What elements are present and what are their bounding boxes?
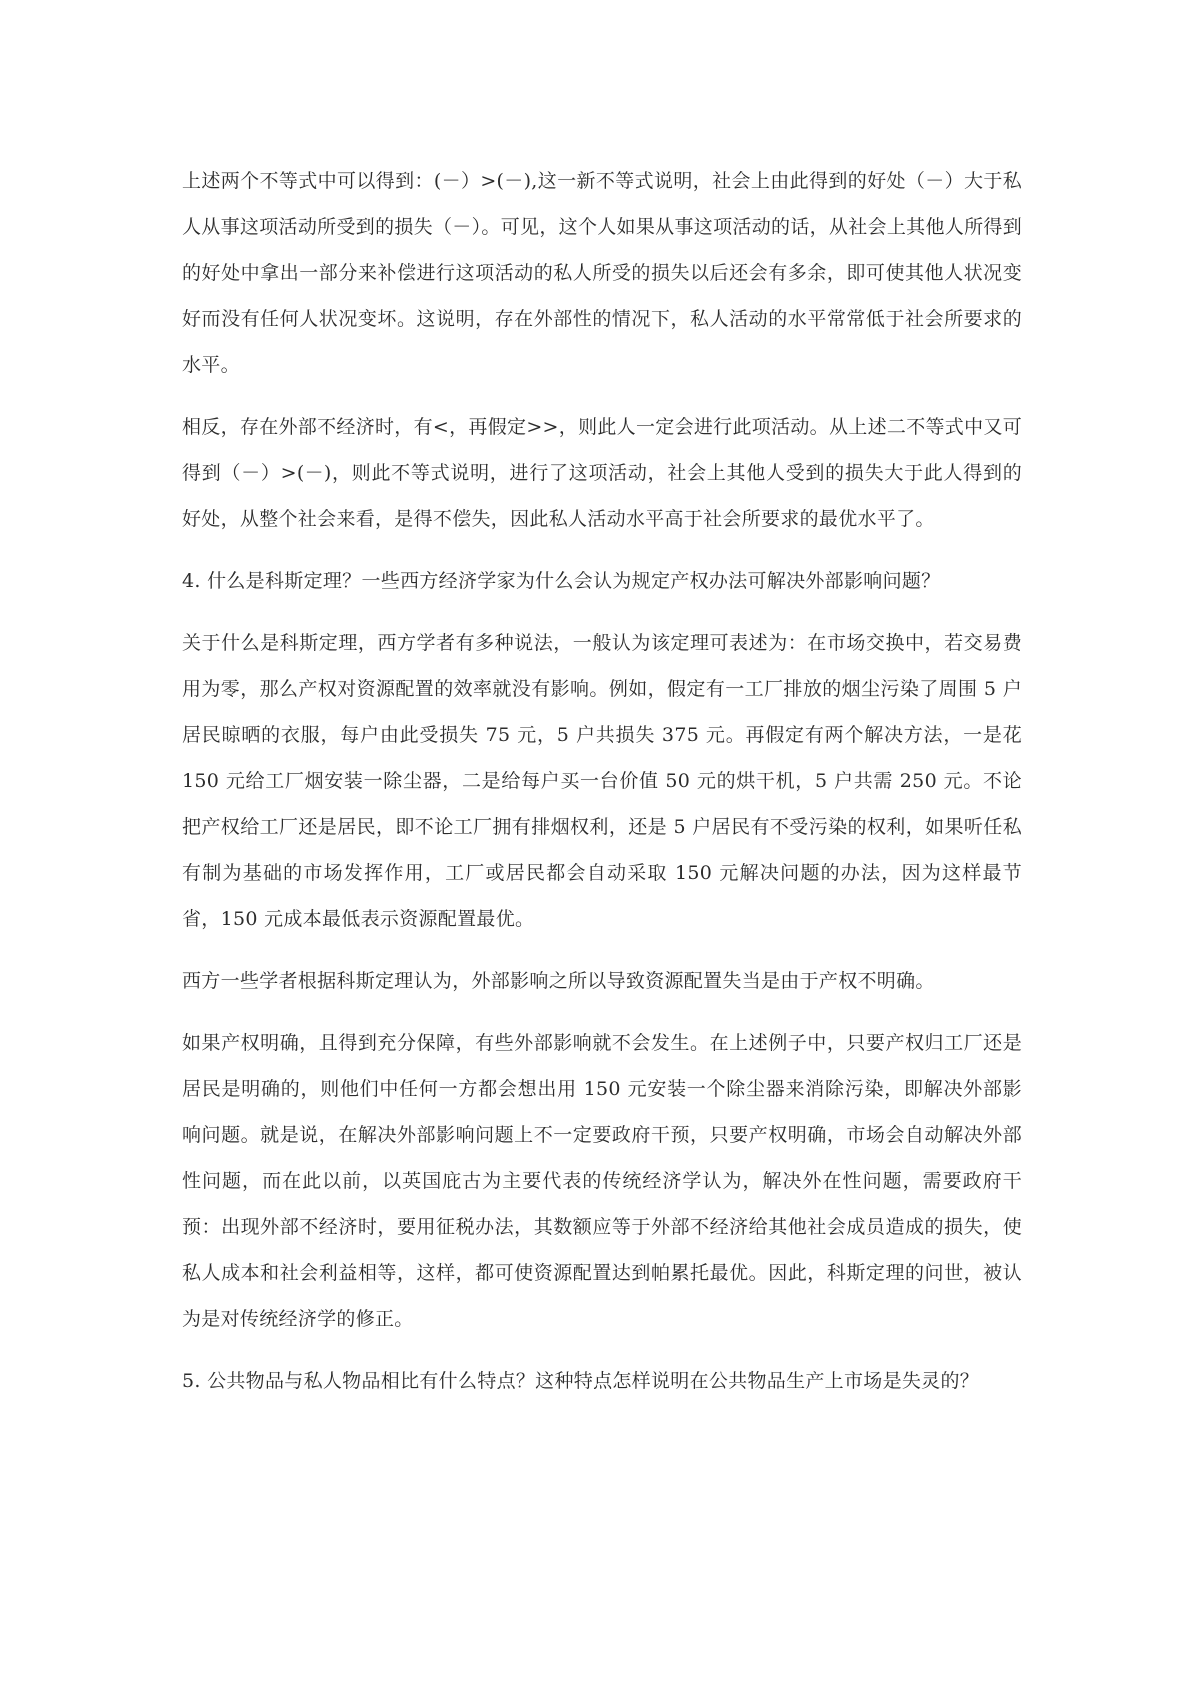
paragraph-property-rights-claim: 西方一些学者根据科斯定理认为，外部影响之所以导致资源配置失当是由于产权不明确。 <box>182 970 935 992</box>
paragraph-external-diseconomy: 相反，存在外部不经济时，有<，再假定>>，则此人一定会进行此项活动。从上述二不等式中又可得到（－）>(－)，则此不等式说明，进行了这项活动，社会上其他人受到的损失大于此人得到的好处，从整个社会来看，是得不偿失，因此私人活动水平高于社会所要求的最优水平了。 <box>182 416 1022 530</box>
paragraph-coase-theorem: 关于什么是科斯定理，西方学者有多种说法，一般认为该定理可表述为：在市场交换中，若交易费用为零，那么产权对资源配置的效率就没有影响。例如，假定有一工厂排放的烟尘污染了周围 5 户居民晾晒的衣服，每户由此受损失 75 元，5 户共损失 375 元。再假定有两个解决方法，一是花 150 元给工厂烟安装一除尘器，二是给每户买一台价值 50 元的烘干机，5 户共需 250 元。不论把产权给工厂还是居民，即不论工厂拥有排烟权利，还是 5 户居民有不受污染的权利，如果听任私有制为基础的市场发挥作用，工厂或居民都会自动采取 150 元解决问题的办法，因为这样最节省，150 元成本最低表示资源配置最优。 <box>182 632 1022 930</box>
question-5-heading: 5. 公共物品与私人物品相比有什么特点？这种特点怎样说明在公共物品生产上市场是失灵的？ <box>182 1370 980 1392</box>
document-body <box>182 158 1022 1420</box>
paragraph-externality-benefit: 上述两个不等式中可以得到：(－）>(－),这一新不等式说明，社会上由此得到的好处（－）大于私人从事这项活动所受到的损失（－）。可见，这个人如果从事这项活动的话，从社会上其他人所得到的好处中拿出一部分来补偿进行这项活动的私人所受的损失以后还会有多余，即可使其他人状况变好而没有任何人状况变坏。这说明，存在外部性的情况下，私人活动的水平常常低于社会所要求的水平。 <box>182 170 1022 376</box>
paragraph-property-rights-explanation: 如果产权明确，且得到充分保障，有些外部影响就不会发生。在上述例子中，只要产权归工厂还是居民是明确的，则他们中任何一方都会想出用 150 元安装一个除尘器来消除污染，即解决外部影响问题。就是说，在解决外部影响问题上不一定要政府干预，只要产权明确，市场会自动解决外部性问题，而在此以前，以英国庇古为主要代表的传统经济学认为，解决外在性问题，需要政府干预：出现外部不经济时，要用征税办法，其数额应等于外部不经济给其他社会成员造成的损失，使私人成本和社会利益相等，这样，都可使资源配置达到帕累托最优。因此，科斯定理的问世，被认为是对传统经济学的修正。 <box>182 1032 1022 1330</box>
question-4-heading: 4. 什么是科斯定理？一些西方经济学家为什么会认为规定产权办法可解决外部影响问题？ <box>182 570 941 592</box>
